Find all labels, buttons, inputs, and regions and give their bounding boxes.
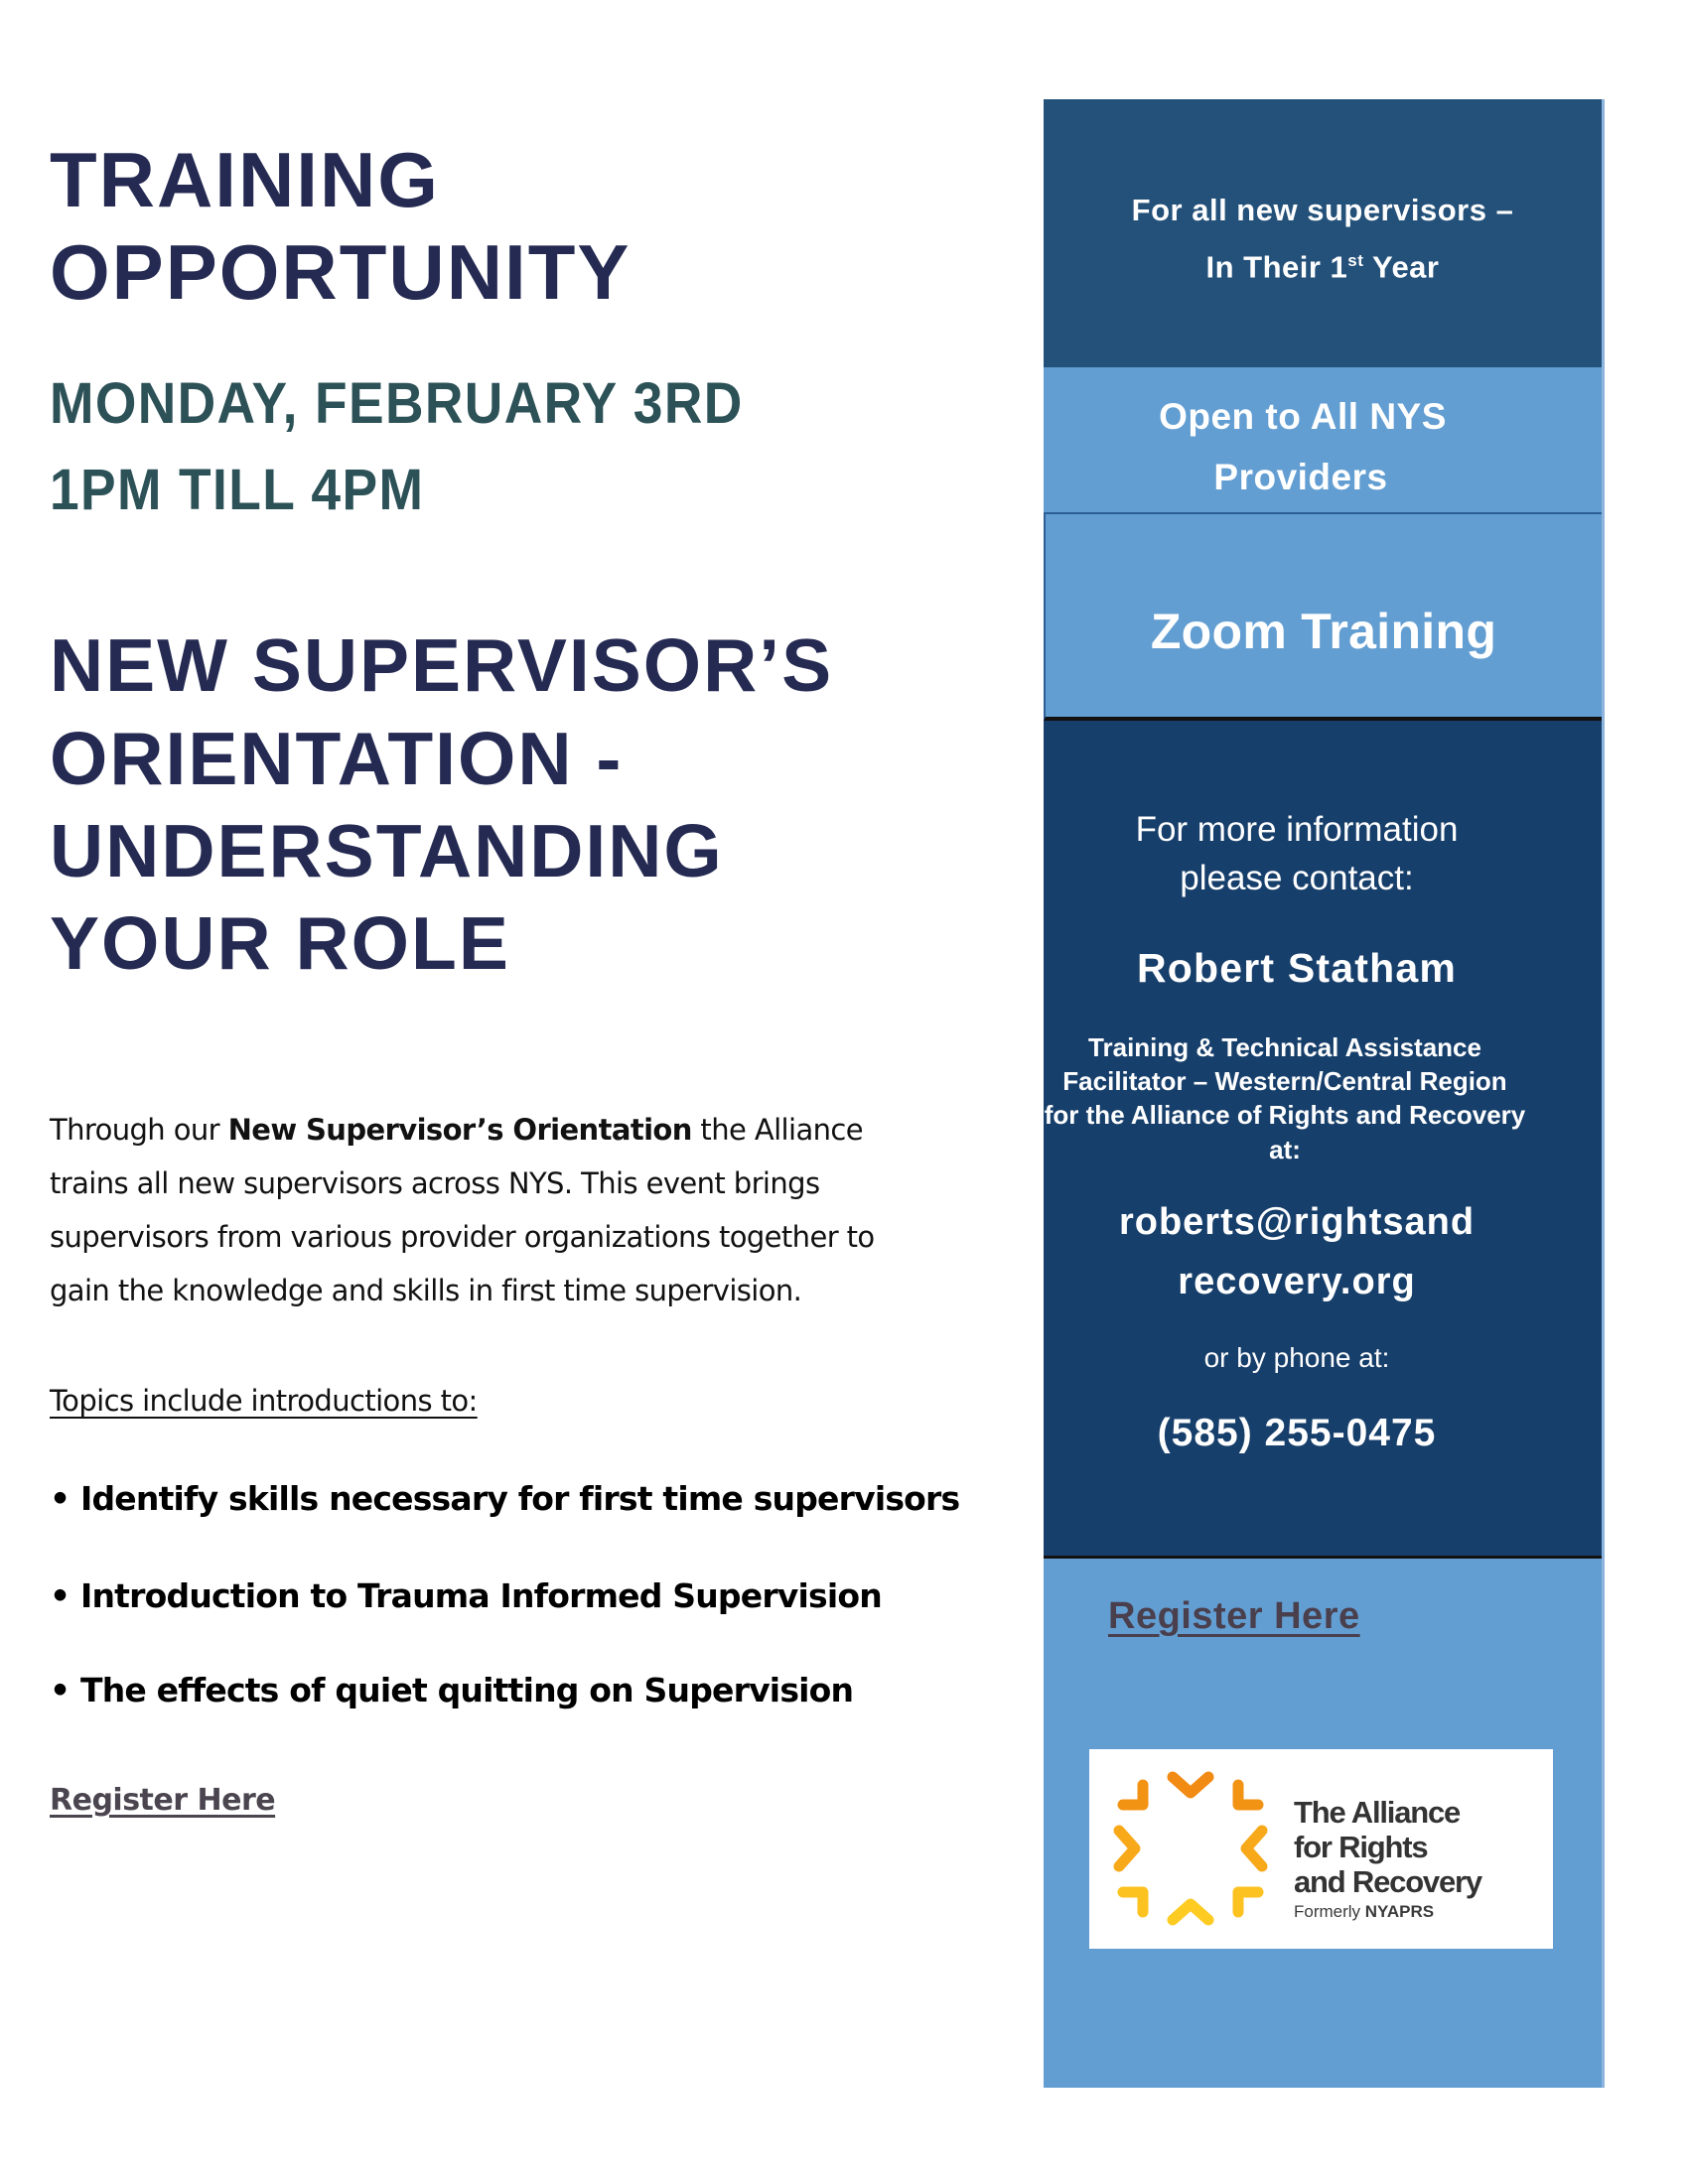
bullet-icon: • <box>50 1479 70 1518</box>
description-line-3: supervisors from various provider organizations together to <box>50 1220 875 1254</box>
contact-name: Robert Statham <box>1136 945 1458 991</box>
program-name: New Supervisor’s Orientation <box>227 1113 692 1147</box>
event-title-line-1: NEW SUPERVISOR’S <box>50 623 834 707</box>
topic-item: • Introduction to Trauma Informed Supervision <box>50 1576 882 1615</box>
eligibility-box <box>1044 367 1602 514</box>
alliance-sunburst-icon <box>1111 1769 1270 1928</box>
topic-item: • The effects of quiet quitting on Supervision <box>50 1671 854 1709</box>
audience-line-2: In Their 1st Year <box>1205 249 1440 285</box>
phone-intro: or by phone at: <box>1203 1342 1390 1373</box>
sidebar-register-link[interactable]: Register Here <box>1108 1595 1360 1637</box>
logo-formerly: Formerly NYAPRS <box>1294 1902 1435 1921</box>
description <box>50 1103 875 1317</box>
register-link[interactable]: Register Here <box>50 1783 276 1818</box>
contact-phone: (585) 255-0475 <box>1157 1412 1437 1454</box>
event-time: 1PM TILL 4PM <box>50 458 425 522</box>
topics-heading: Topics include introductions to: <box>50 1384 478 1418</box>
title-line-1: TRAINING <box>50 136 440 223</box>
eligibility-line-1: Open to All NYS <box>1159 396 1447 437</box>
contact-role-line-3: for the Alliance of Rights and Recovery <box>1044 1100 1526 1130</box>
format-box <box>1044 514 1602 721</box>
description-line-1: Through our New Supervisor’s Orientation the Alliance <box>50 1113 863 1147</box>
contact-email-line-1[interactable]: roberts@rightsand <box>1118 1201 1476 1243</box>
contact-intro-line-1: For more information <box>1135 810 1459 849</box>
event-title-line-2: ORIENTATION - <box>50 717 624 800</box>
audience-line-1: For all new supervisors – <box>1131 193 1514 227</box>
bullet-icon: • <box>50 1576 70 1615</box>
contact-intro-line-2: please contact: <box>1180 859 1414 897</box>
alliance-logo <box>1089 1749 1553 1949</box>
topic-item: • Identify skills necessary for first time supervisors <box>50 1479 960 1518</box>
title-line-2: OPPORTUNITY <box>50 228 632 316</box>
event-date: MONDAY, FEBRUARY 3RD <box>50 371 744 436</box>
description-line-2: trains all new supervisors across NYS. This event brings <box>50 1166 820 1200</box>
logo-line-2: for Rights <box>1294 1830 1428 1864</box>
eligibility-line-2: Providers <box>1213 457 1388 497</box>
contact-box <box>1044 721 1602 1559</box>
logo-line-1: The Alliance <box>1294 1795 1461 1830</box>
contact-role-line-1: Training & Technical Assistance <box>1088 1032 1481 1062</box>
bullet-icon: • <box>50 1671 70 1709</box>
format-label: Zoom Training <box>1150 604 1497 659</box>
contact-role-line-2: Facilitator – Western/Central Region <box>1062 1066 1507 1096</box>
contact-email-line-2[interactable]: recovery.org <box>1178 1261 1416 1302</box>
audience-box <box>1044 99 1602 367</box>
event-title-line-4: YOUR ROLE <box>50 901 510 985</box>
event-title-line-3: UNDERSTANDING <box>50 809 724 892</box>
contact-role-line-4: at: <box>1269 1135 1301 1164</box>
info-sidebar <box>1044 99 1605 2088</box>
description-line-4: gain the knowledge and skills in first time supervision. <box>50 1274 802 1307</box>
logo-line-3: and Recovery <box>1294 1864 1481 1899</box>
